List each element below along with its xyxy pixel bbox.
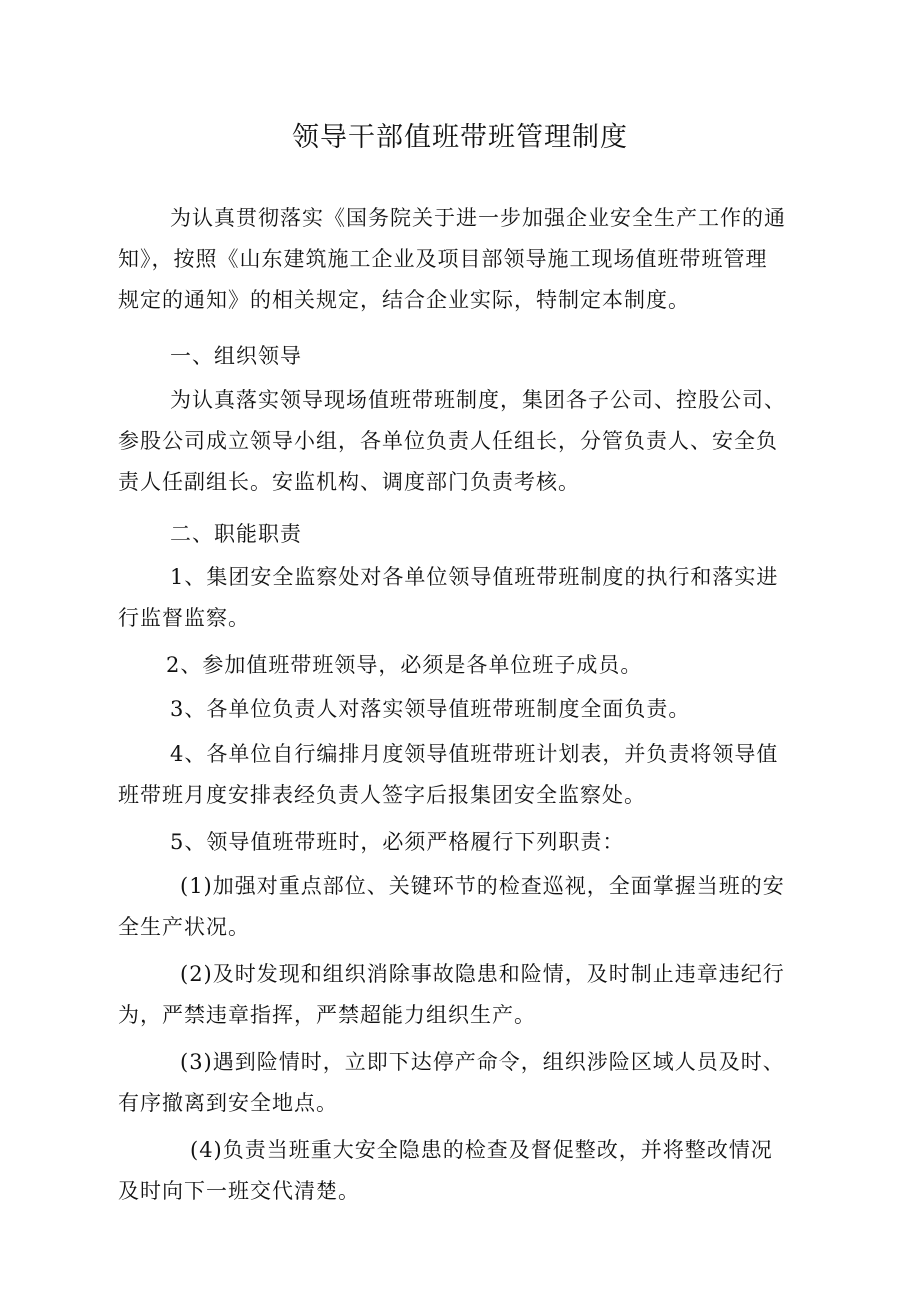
section-heading-text: 一、组织领导	[170, 344, 302, 368]
paragraph-line: (2)及时发现和组织消除事故隐患和险情，及时制止违章违纪行	[180, 962, 785, 986]
paragraph-line: 全生产状况。	[118, 915, 250, 939]
paragraph-subitem-4	[118, 1130, 818, 1212]
paragraph-item-2	[118, 645, 818, 686]
paragraph-line: (1)加强对重点部位、关键环节的检查巡视，全面掌握当班的安	[180, 874, 785, 898]
paragraph-item-5	[118, 822, 818, 863]
paragraph-line: 1、集团安全监察处对各单位领导值班带班制度的执行和落实进	[170, 565, 779, 589]
paragraph-line: (4)负责当班重大安全隐患的检查及督促整改，并将整改情况	[190, 1138, 773, 1162]
paragraph-item-4	[118, 734, 818, 816]
paragraph-subitem-1	[118, 866, 818, 948]
paragraph-line: 参股公司成立领导小组，各单位负责人任组长，分管负责人、安全负	[118, 429, 778, 453]
paragraph-organization	[118, 380, 818, 503]
paragraph-line: 及时向下一班交代清楚。	[118, 1179, 360, 1203]
section-heading-organization	[118, 336, 818, 377]
paragraph-line: 有序撤离到安全地点。	[118, 1091, 338, 1115]
paragraph-line: 知》，按照《山东建筑施工企业及项目部领导施工现场值班带班管理	[118, 247, 768, 271]
paragraph-line: 4、各单位自行编排月度领导值班带班计划表，并负责将领导值	[170, 742, 779, 766]
paragraph-item-3	[118, 689, 818, 730]
paragraph-line: 5、领导值班带班时，必须严格履行下列职责：	[170, 830, 625, 854]
section-heading-duties	[118, 514, 818, 555]
paragraph-intro	[118, 198, 818, 321]
paragraph-line: 责人任副组长。安监机构、调度部门负责考核。	[118, 470, 580, 494]
paragraph-line: 3、各单位负责人对落实领导值班带班制度全面负责。	[170, 697, 691, 721]
paragraph-line: 为，严禁违章指挥，严禁超能力组织生产。	[118, 1003, 536, 1027]
paragraph-subitem-2	[118, 954, 818, 1036]
paragraph-line: 规定的通知》的相关规定，结合企业实际，特制定本制度。	[118, 288, 690, 312]
paragraph-line: (3)遇到险情时，立即下达停产命令，组织涉险区域人员及时、	[180, 1050, 785, 1074]
paragraph-subitem-3	[118, 1042, 818, 1124]
section-heading-text: 二、职能职责	[170, 522, 302, 546]
paragraph-line: 班带班月度安排表经负责人签字后报集团安全监察处。	[118, 783, 646, 807]
paragraph-line: 为认真落实领导现场值班带班制度，集团各子公司、控股公司、	[170, 388, 786, 412]
paragraph-line: 为认真贯彻落实《国务院关于进一步加强企业安全生产工作的通	[170, 206, 786, 230]
paragraph-line: 2、参加值班带班领导，必须是各单位班子成员。	[166, 653, 643, 677]
paragraph-item-1	[118, 557, 818, 639]
document-title: 领导干部值班带班管理制度	[292, 122, 628, 153]
paragraph-line: 行监督监察。	[118, 606, 250, 630]
